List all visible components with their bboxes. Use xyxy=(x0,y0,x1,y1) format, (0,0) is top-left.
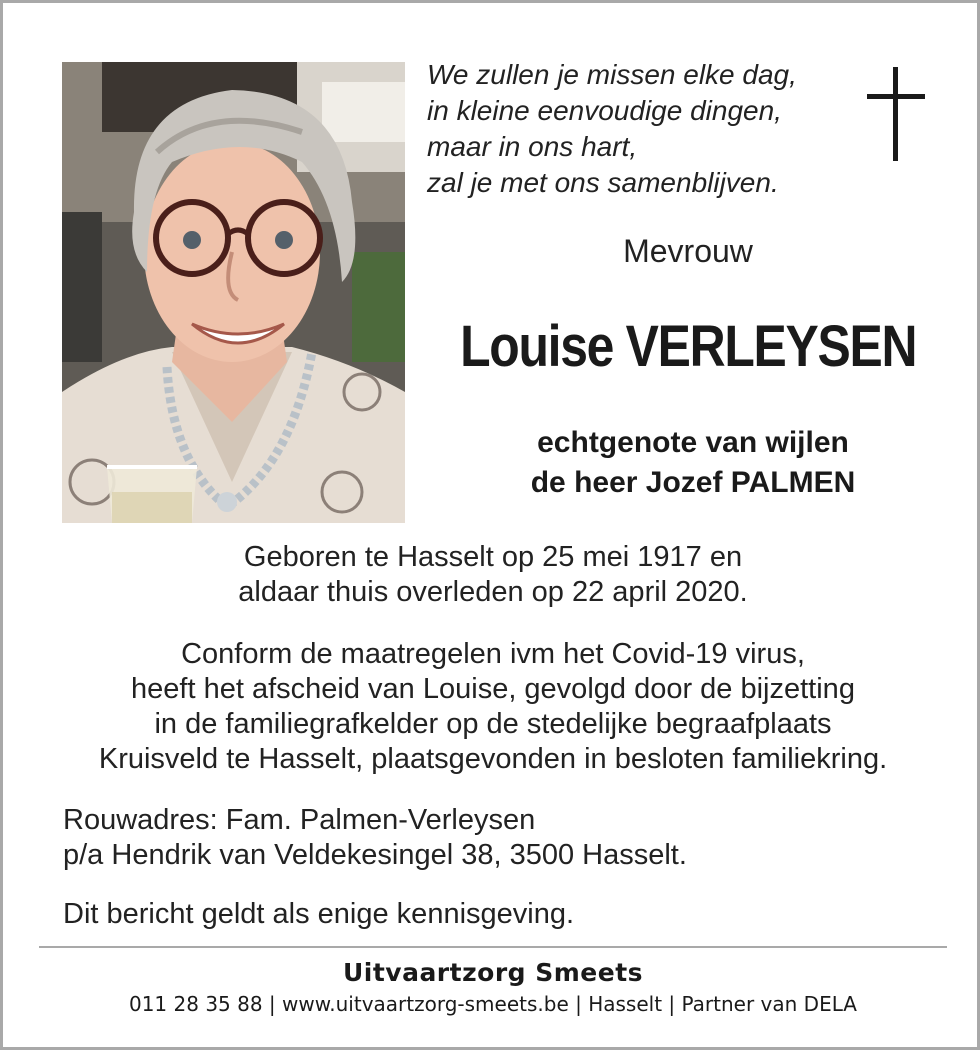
birth-death-info xyxy=(43,540,943,610)
undertaker-contact: 011 28 35 88 | www.uitvaartzorg-smeets.be | Hasselt | Partner van DELA xyxy=(128,992,857,1016)
ceremony-line: in de familiegrafkelder op de stedelijke begraafplaats xyxy=(154,708,832,740)
birth-death-line: Geboren te Hasselt op 25 mei 1917 en xyxy=(243,541,743,573)
poem-line: in kleine eenvoudige dingen, xyxy=(427,95,782,126)
mourning-address xyxy=(63,803,943,873)
spouse-info xyxy=(433,423,953,503)
notice-text: Dit bericht geldt als enige kennisgeving. xyxy=(63,898,575,930)
poem xyxy=(427,57,797,201)
spouse-line: echtgenote van wijlen xyxy=(537,426,849,459)
spouse-line: de heer Jozef PALMEN xyxy=(530,466,856,499)
deceased-name: Louise VERLEYSEN xyxy=(460,314,917,379)
poem-line: zal je met ons samenblijven. xyxy=(427,167,779,198)
ceremony-line: heeft het afscheid van Louise, gevolgd door de bijzetting xyxy=(131,673,855,705)
poem-line: We zullen je missen elke dag, xyxy=(427,59,797,90)
divider xyxy=(39,946,947,948)
address-line: p/a Hendrik van Veldekesingel 38, 3500 Hasselt. xyxy=(63,839,687,871)
ceremony-line: Kruisveld te Hasselt, plaatsgevonden in besloten familiekring. xyxy=(98,743,888,775)
ceremony-line: Conform de maatregelen ivm het Covid-19 virus, xyxy=(181,638,805,670)
deceased-title: Mevrouw xyxy=(623,233,753,269)
birth-death-line: aldaar thuis overleden op 22 april 2020. xyxy=(238,576,748,608)
portrait-photo xyxy=(62,62,405,523)
address-line: Rouwadres: Fam. Palmen-Verleysen xyxy=(63,804,536,836)
undertaker-name: Uitvaartzorg Smeets xyxy=(342,958,644,987)
poem-line: maar in ons hart, xyxy=(427,131,638,162)
ceremony-info xyxy=(43,637,943,777)
latin-cross-icon xyxy=(867,67,925,161)
